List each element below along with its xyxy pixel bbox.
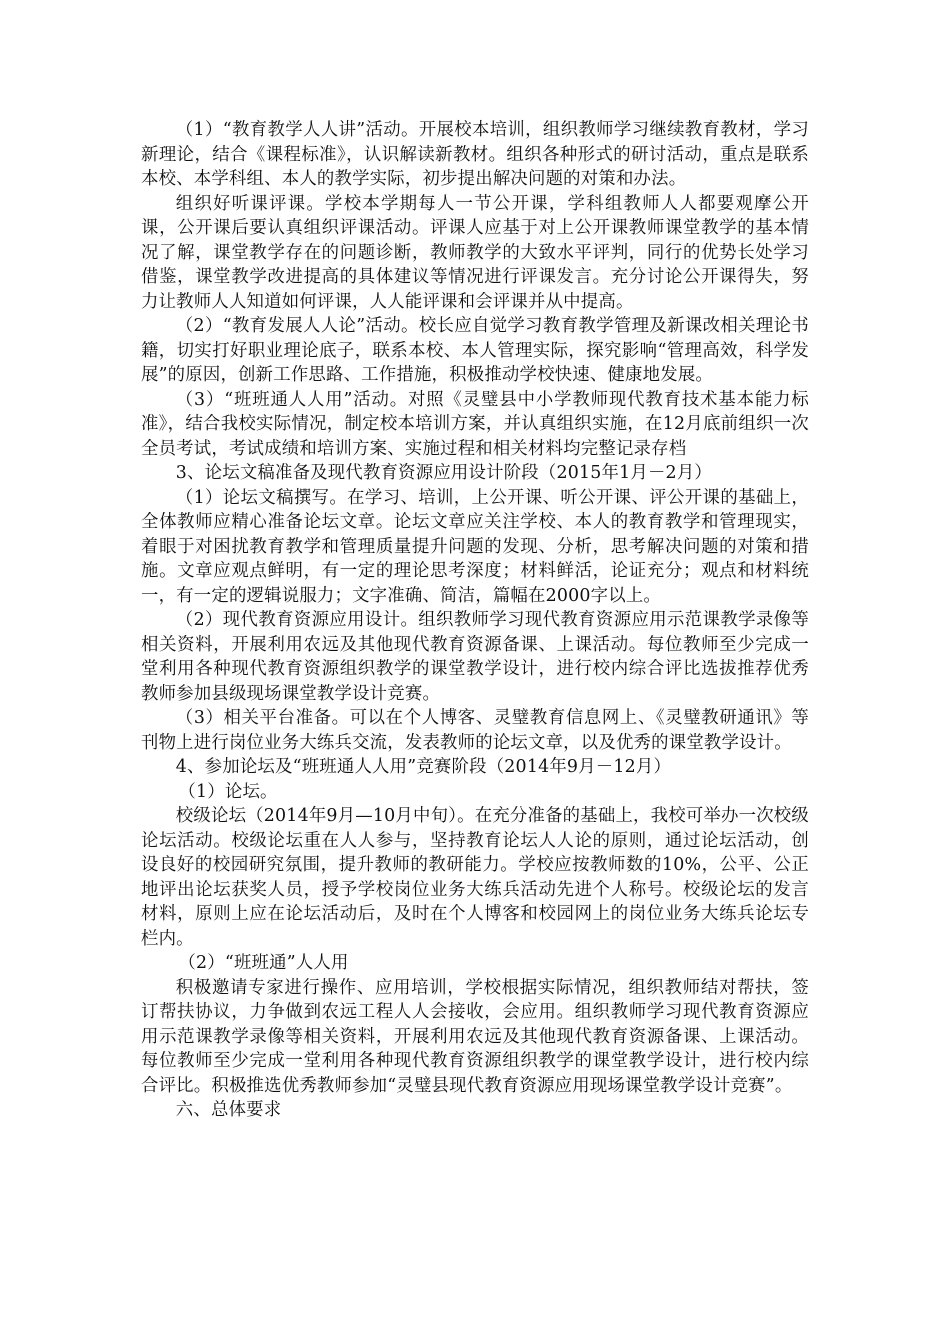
paragraph-resource-design: （2）现代教育资源应用设计。组织教师学习现代教育资源应用示范课教学录像等相关资料，开展利用农远及其他现代教育资源备课、上课活动。每位教师至少完成一堂利用各种现代教育资源组织教学的课堂教学设计，进行校内综合评比选拔推荐优秀教师参加县级现场课堂教学设计竞赛。: [141, 610, 809, 704]
paragraph-school-forum: 校级论坛（2014年9月—10月中旬）。在充分准备的基础上，我校可举办一次校级论坛活动。校级论坛重在人人参与，坚持教育论坛人人论的原则，通过论坛活动，创设良好的校园研究氛围，提升教师的教研能力。学校应按教师数的10%，公平、公正地评出论坛获奖人员，授予学校岗位业务大练兵活动先进个人称号。校级论坛的发言材料，原则上应在论坛活动后，及时在个人博客和校园网上的岗位业务大练兵论坛专栏内。: [141, 806, 809, 949]
paragraph-activity-development-forum: （2）“教育发展人人论”活动。校长应自觉学习教育教学管理及新课改相关理论书籍，切实打好职业理论底子，联系本校、本人管理实际，探究影响“管理高效，科学发展”的原因，创新工作思路、工作措施，积极推动学校快速、健康地发展。: [141, 316, 809, 385]
paragraph-platform-preparation: （3）相关平台准备。可以在个人博客、灵璧教育信息网上、《灵璧教研通讯》等刊物上进行岗位业务大练兵交流，发表教师的论坛文章，以及优秀的课堂教学设计。: [141, 708, 809, 753]
section-heading-stage-3: 3、论坛文稿准备及现代教育资源应用设计阶段（2015年1月－2月）: [175, 463, 713, 483]
subheading-classroom-tech: （2）“班班通”人人用: [178, 953, 349, 973]
paragraph-activity-classroom-tech: （3）“班班通人人用”活动。对照《灵璧县中小学教师现代教育技术基本能力标准》，结合我校实际情况，制定校本培训方案，并认真组织实施，在12月底前组织一次全员考试，考试成绩和培训方案、实施过程和相关材料均完整记录存档: [141, 389, 809, 459]
subheading-forum: （1）论坛。: [178, 781, 278, 802]
paragraph-activity-teaching-talk: （1）“教育教学人人讲”活动。开展校本培训，组织教师学习继续教育教材，学习新理论，结合《课程标准》，认识解读新教材。组织各种形式的研讨活动，重点是联系本校、本学科组、本人的教学实际，初步提出解决问题的对策和办法。: [141, 120, 809, 189]
paragraph-forum-article-writing: （1）论坛文稿撰写。在学习、培训，上公开课、听公开课、评公开课的基础上，全体教师应精心准备论坛文章。论坛文章应关注学校、本人的教育教学和管理现实，着眼于对困扰教育教学和管理质量提升问题的发现、分析，思考解决问题的对策和措施。文章应观点鲜明，有一定的理论思考深度；材料鲜活，论证充分；观点和材料统一，有一定的逻辑说服力；文字准确、简洁，篇幅在2000字以上。: [141, 487, 809, 606]
paragraph-lesson-observation: 组织好听课评课。学校本学期每人一节公开课，学科组教师人人都要观摩公开课，公开课后要认真组织评课活动。评课人应基于对上公开课教师课堂教学的基本情况了解，课堂教学存在的问题诊断，教师教学的大致水平评判，同行的优势长处学习借鉴，课堂教学改进提高的具体建议等情况进行评课发言。充分讨论公开课得失，努力让教师人人知道如何评课，人人能评课和会评课并从中提高。: [141, 193, 809, 312]
document-body: [141, 118, 809, 1123]
paragraph-expert-training: 积极邀请专家进行操作、应用培训，学校根据实际情况，组织教师结对帮扶，签订帮扶协议，力争做到农远工程人人会接收，会应用。组织教师学习现代教育资源应用示范课教学录像等相关资料，开展利用农远及其他现代教育资源备课、上课活动。每位教师至少完成一堂利用各种现代教育资源组织教学的课堂教学设计，进行校内综合评比。积极推选优秀教师参加“灵璧县现代教育资源应用现场课堂教学设计竞赛”。: [141, 977, 809, 1096]
section-heading-stage-4: 4、参加论坛及“班班通人人用”竞赛阶段（2014年9月－12月）: [175, 757, 672, 777]
section-heading-overall-requirements: 六、总体要求: [175, 1100, 282, 1120]
